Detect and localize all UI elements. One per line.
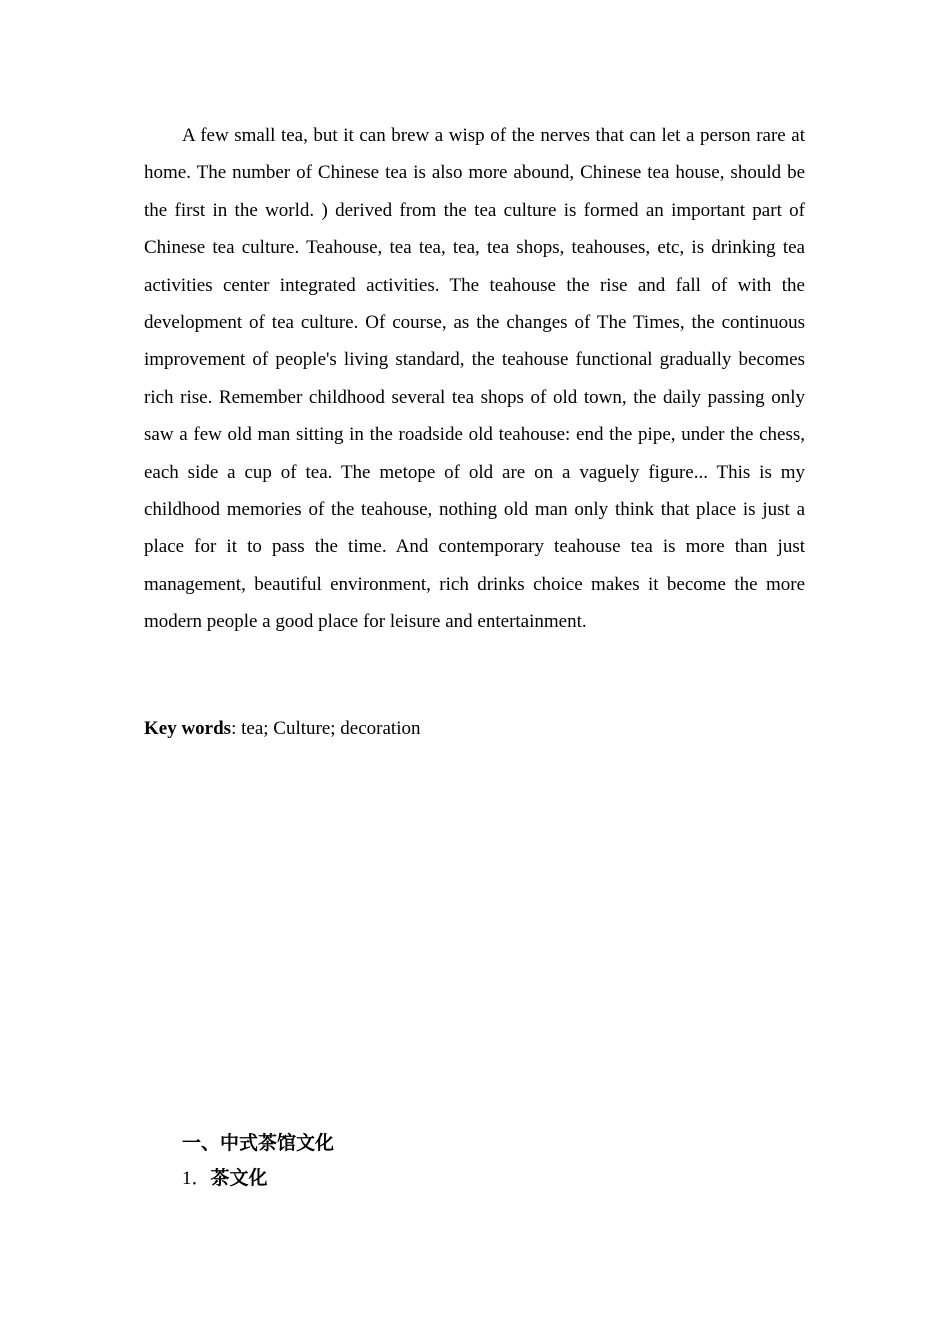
keywords-value: : tea; Culture; decoration bbox=[231, 718, 421, 739]
section-heading-2 bbox=[182, 1164, 268, 1193]
section-heading-2-title: 茶文化 bbox=[210, 1167, 268, 1189]
section-heading-1: 一、中式茶馆文化 bbox=[182, 1132, 335, 1154]
section-heading-2-number: 1． bbox=[182, 1168, 211, 1189]
keywords-label: Key words bbox=[144, 718, 232, 739]
keywords-line bbox=[144, 715, 805, 743]
abstract-paragraph: A few small tea, but it can brew a wisp of the nerves that can let a person rare at home. The number of Chinese tea is also more abound, Chinese tea house, should be the first in the world. ) derived from the tea culture is formed an important part of Chinese tea culture. Teahouse, tea tea, tea, tea shops, teahouses, etc, is drinking tea activities center integrated activities. The teahouse the rise and fall of with the development of tea culture. Of course, as the changes of The Times, the continuous improvement of people's living standard, the teahouse functional gradually becomes rich rise. Remember childhood several tea shops of old town, the daily passing only saw a few old man sitting in the roadside old teahouse: end the pipe, under the chess, each side a cup of tea. The metope of old are on a vaguely figure... This is my childhood memories of the teahouse, nothing old man only think that place is just a place for it to pass the time. And contemporary teahouse tea is more than just management, beautiful environment, rich drinks choice makes it become the more modern people a good place for leisure and entertainment. bbox=[144, 125, 805, 633]
